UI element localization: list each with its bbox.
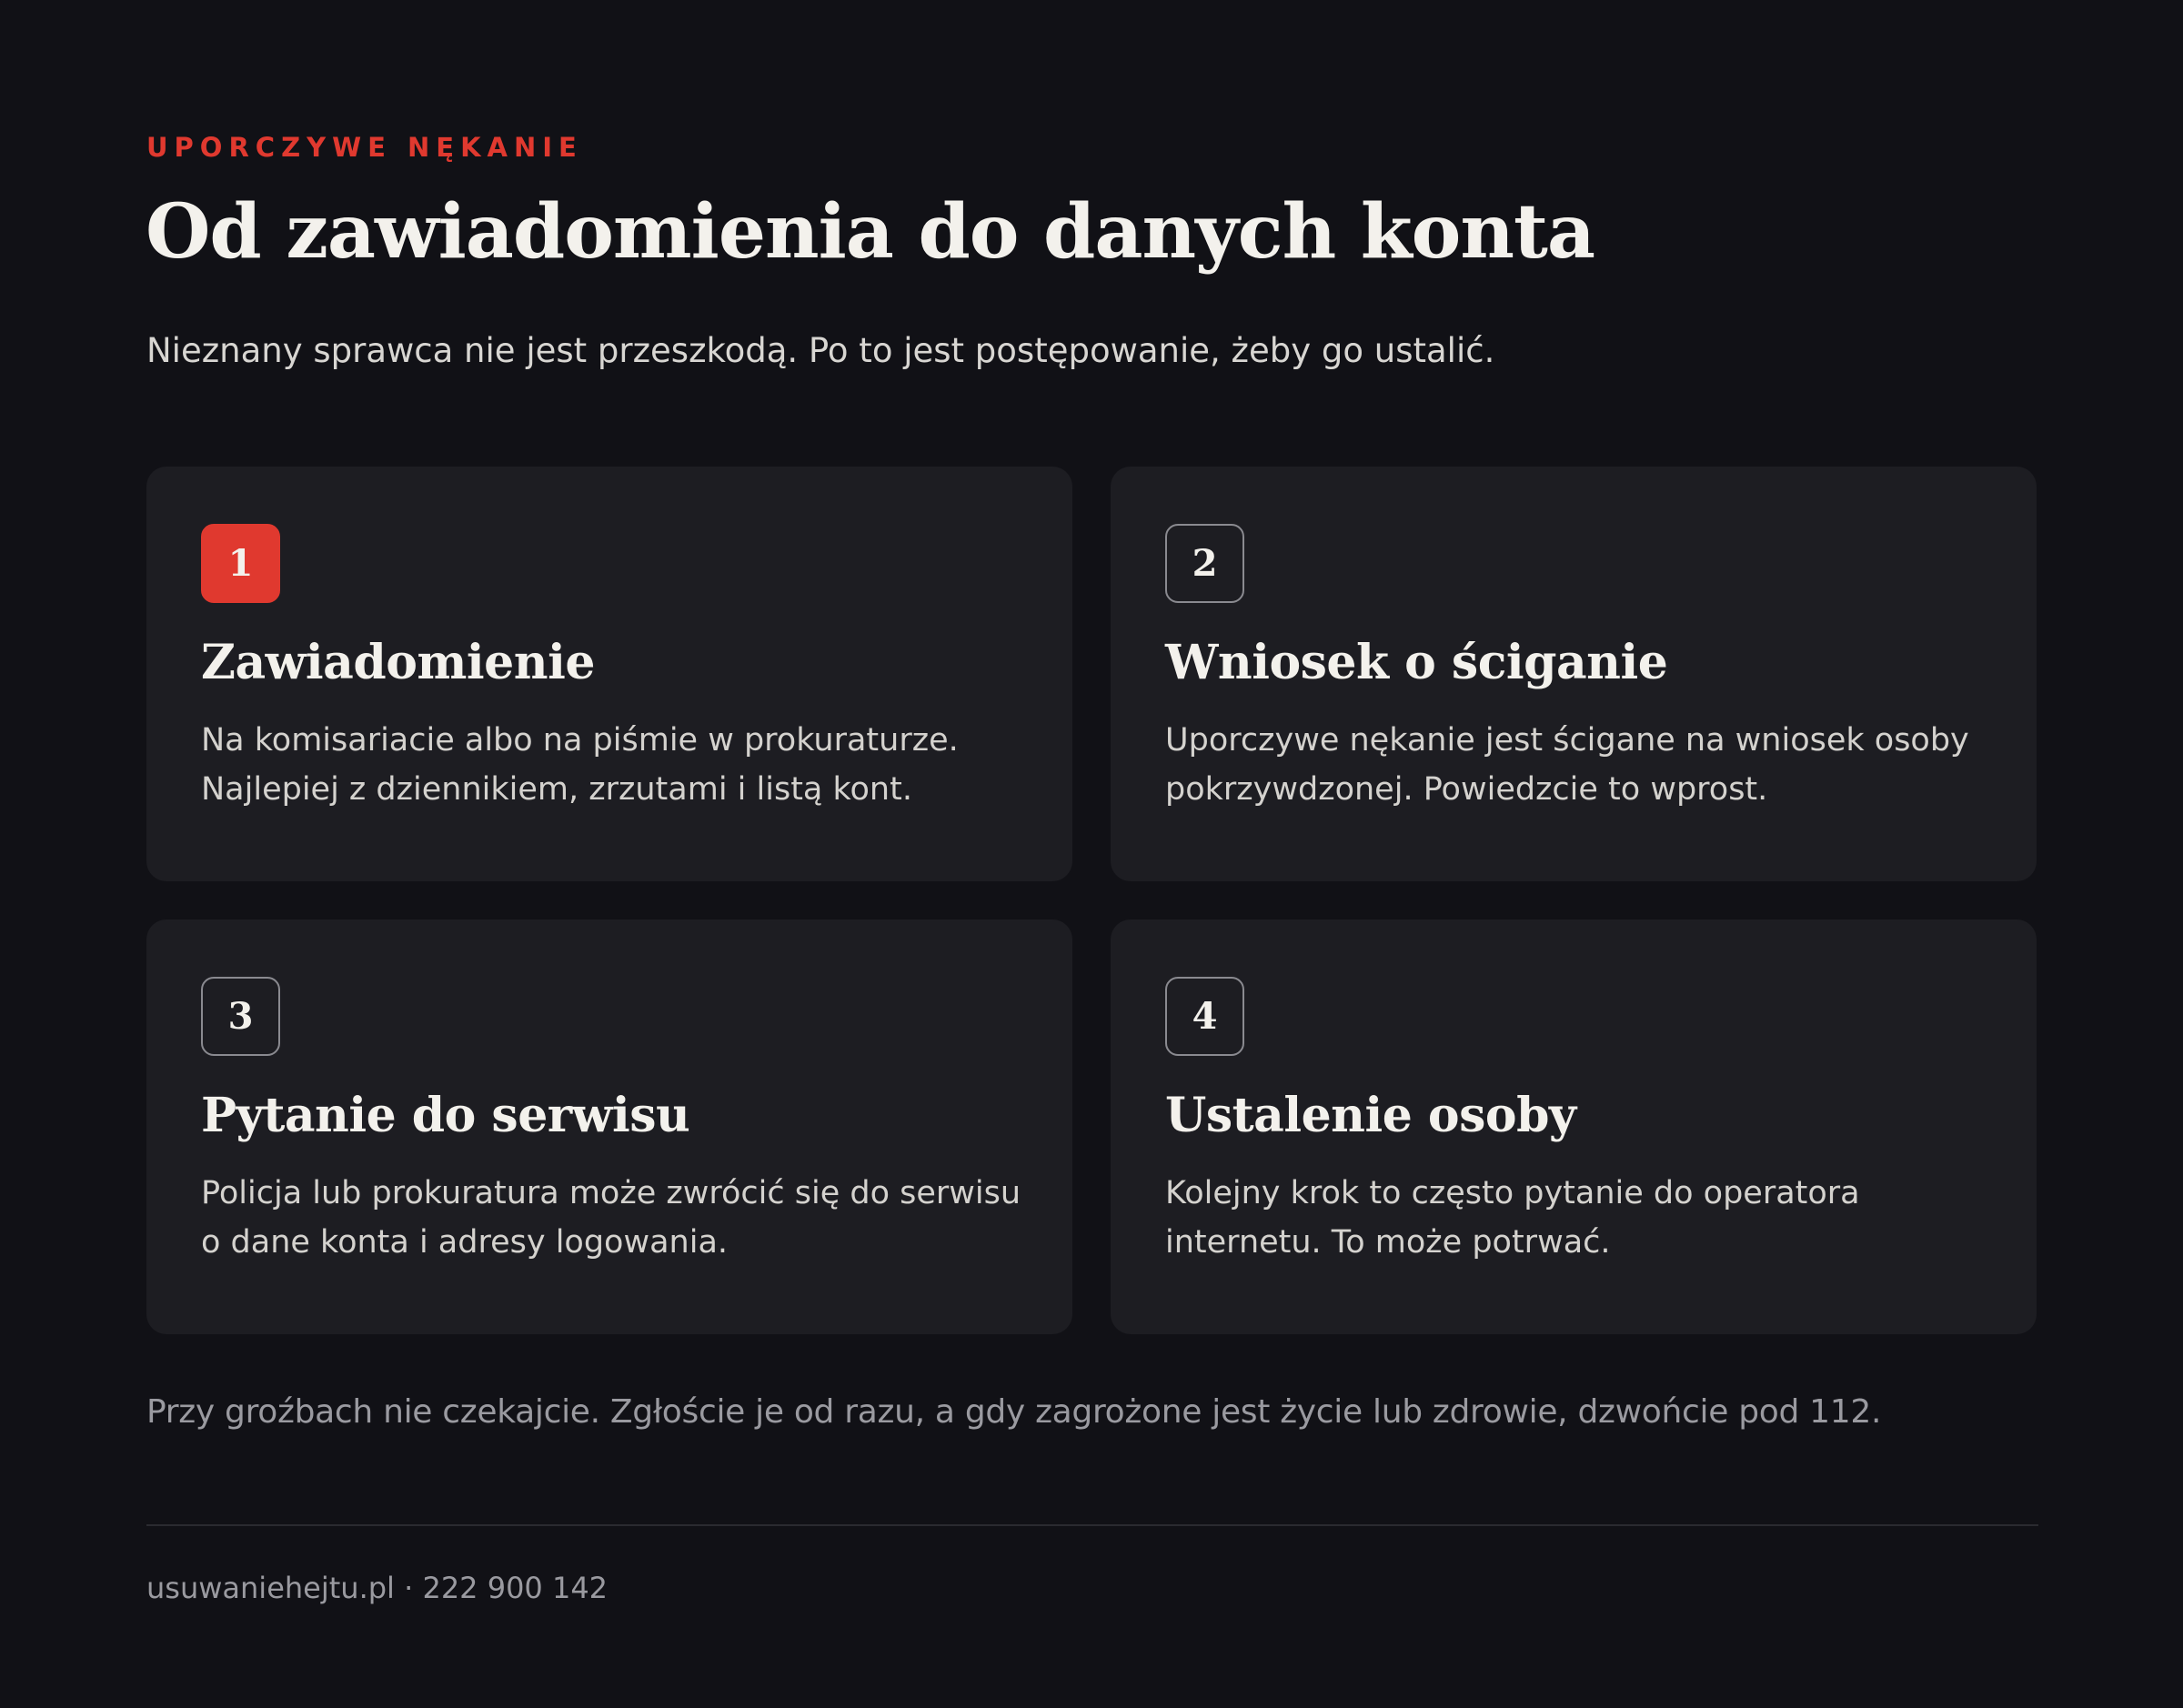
step-card-2 <box>1111 467 2037 881</box>
step-number-badge: 4 <box>1165 977 1244 1056</box>
steps-grid <box>146 467 2038 1334</box>
step-title: Ustalenie osoby <box>1165 1088 1576 1143</box>
footer-contact: usuwaniehejtu.pl · 222 900 142 <box>146 1571 609 1605</box>
step-number-badge: 2 <box>1165 524 1244 603</box>
step-title: Pytanie do serwisu <box>201 1088 690 1143</box>
page-subtitle: Nieznany sprawca nie jest przeszkodą. Po to jest postępowanie, żeby go ustalić. <box>146 331 1495 370</box>
step-number-badge: 1 <box>201 524 280 603</box>
page-title: Od zawiadomienia do danych konta <box>146 188 1594 276</box>
emergency-note: Przy groźbach nie czekajcie. Zgłoście je od razu, a gdy zagrożone jest życie lub zdrowie, dzwońcie pod 112. <box>146 1393 1882 1431</box>
footer-divider <box>146 1524 2038 1526</box>
step-description: Na komisariacie albo na piśmie w prokuraturze. Najlepiej z dziennikiem, zrzutami i listą kont. <box>201 722 959 808</box>
step-card-3 <box>146 919 1072 1334</box>
step-card-4 <box>1111 919 2037 1334</box>
step-card-1 <box>146 467 1072 881</box>
step-description: Uporczywe nękanie jest ścigane na wniosek osoby pokrzywdzonej. Powiedzcie to wprost. <box>1165 722 1969 808</box>
step-title: Wniosek o ściganie <box>1165 635 1668 690</box>
step-title: Zawiadomienie <box>201 635 595 690</box>
eyebrow-label: UPORCZYWE NĘKANIE <box>146 132 583 163</box>
step-number-badge: 3 <box>201 977 280 1056</box>
step-description: Kolejny krok to często pytanie do operatora internetu. To może potrwać. <box>1165 1175 1860 1261</box>
step-description: Policja lub prokuratura może zwrócić się do serwisu o dane konta i adresy logowania. <box>201 1175 1021 1261</box>
